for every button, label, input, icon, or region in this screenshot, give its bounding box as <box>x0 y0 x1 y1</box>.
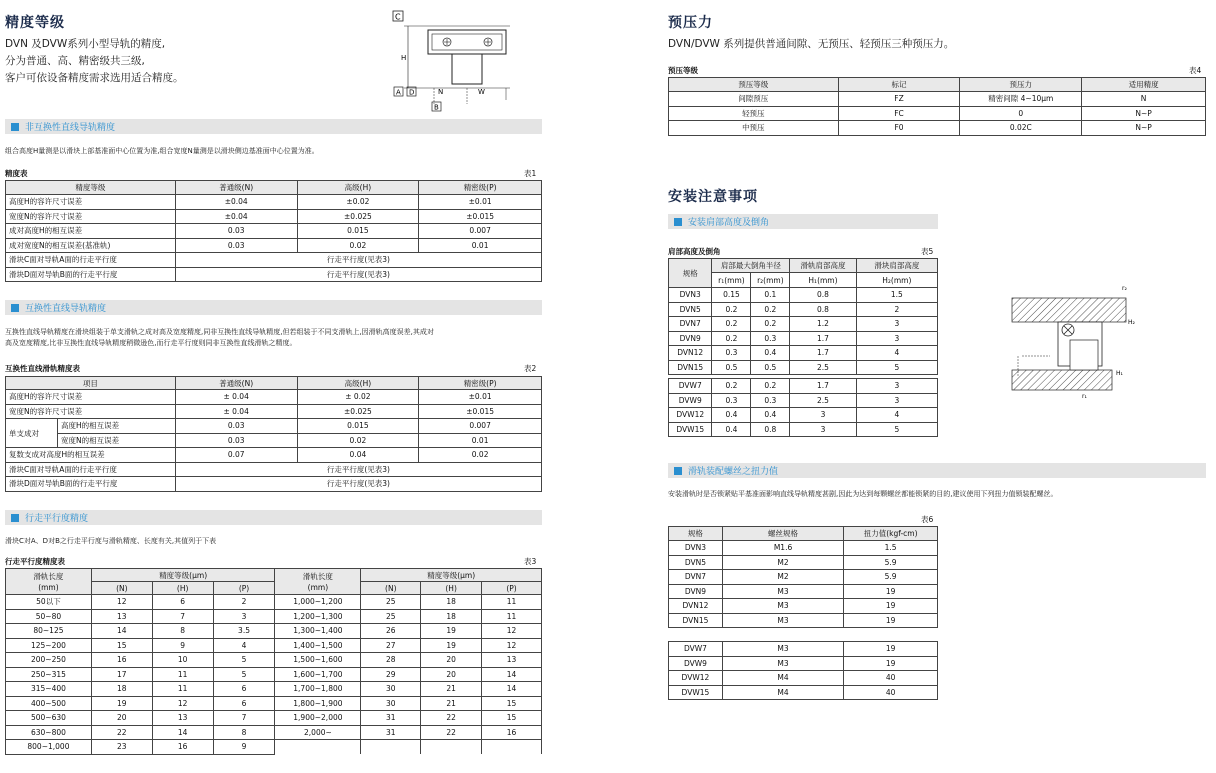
table-cell: M2 <box>722 555 843 570</box>
table-cell: DVN12 <box>669 346 712 361</box>
table-cell: 0.2 <box>751 302 790 317</box>
table-header-row: 项目 普通级(N) 高级(H) 精密级(P) <box>6 377 542 390</box>
section-label: 行走平行度精度 <box>25 514 89 524</box>
table-cell: 0.8 <box>751 422 790 437</box>
table-cell: DVW9 <box>669 656 723 671</box>
intro-line: 客户可依设备精度需求选用适合精度。 <box>5 72 184 84</box>
table-row: 滑块C面对导轨A面的行走平行度 行走平行度(见表3) <box>6 253 542 268</box>
table-cell: DVW7 <box>669 642 723 657</box>
table-5-body-dvn <box>669 288 938 375</box>
table-cell: 19 <box>844 613 938 628</box>
preload-intro: DVN/DVW 系列提供普通间隙、无预压、轻预压三种预压力。 <box>668 38 955 50</box>
label-d: D <box>409 88 415 97</box>
label-h1: H₁ <box>1116 370 1123 377</box>
table-cell: DVN3 <box>669 541 723 556</box>
table-row: 高度H的容许尺寸误差 ± 0.04 ± 0.02 ±0.01 <box>6 390 542 405</box>
table-cell: 16 <box>152 740 213 755</box>
label-b: B <box>434 103 439 112</box>
table-cell: 0.3 <box>712 346 751 361</box>
table-cell: 3 <box>213 609 275 624</box>
table-row <box>6 609 542 624</box>
table-cell: 0.2 <box>712 331 751 346</box>
table-cell: M4 <box>722 685 843 700</box>
table-cell: 14 <box>482 667 542 682</box>
table-cell: 21 <box>421 682 482 697</box>
table-cell: 19 <box>421 624 482 639</box>
section-bar-non-interchangeable <box>5 119 542 134</box>
table-cell: DVW7 <box>669 379 712 394</box>
section-marker <box>11 514 19 522</box>
table-cell: DVW15 <box>669 685 723 700</box>
table-cell: 1,300~1,400 <box>275 624 361 639</box>
table-cell: 0.15 <box>712 288 751 303</box>
table-cell: 5.9 <box>844 555 938 570</box>
table-cell: 9 <box>152 638 213 653</box>
table-row <box>6 667 542 682</box>
label-a: A <box>396 88 401 97</box>
table-cell: M3 <box>722 656 843 671</box>
table-row <box>6 682 542 697</box>
table2-number: 表2 <box>524 364 537 373</box>
table-cell: 27 <box>361 638 421 653</box>
table-cell: 500~630 <box>6 711 92 726</box>
table-cell: 13 <box>152 711 213 726</box>
table-2-interchangeable <box>5 376 542 492</box>
table-cell: 0.5 <box>712 360 751 375</box>
table-cell: 2.5 <box>790 393 856 408</box>
table-cell: 0.8 <box>790 288 856 303</box>
table-cell: 16 <box>91 653 152 668</box>
table-header-row: 滑轨长度 (mm) 精度等级(μm) 滑轨长度 (mm) 精度等级(μm) <box>6 569 542 582</box>
table-cell: 19 <box>91 696 152 711</box>
table-cell: M3 <box>722 599 843 614</box>
intro-line: 分为普通、高、精密级共三级, <box>5 55 145 67</box>
table-row <box>669 302 938 317</box>
precision-intro <box>5 36 184 87</box>
table-row <box>669 541 938 556</box>
table-row <box>669 379 938 394</box>
table-cell: DVN12 <box>669 599 723 614</box>
table1-number: 表1 <box>524 169 537 178</box>
table-5-shoulder <box>668 258 938 437</box>
label-r2: r₂ <box>1122 285 1127 292</box>
table-gap <box>669 628 938 642</box>
table-6-body-dvn <box>669 541 938 628</box>
table4-title: 预压等级 <box>668 66 698 75</box>
table-cell: 50~80 <box>6 609 92 624</box>
table-cell: 50以下 <box>6 595 92 610</box>
section-marker <box>11 123 19 131</box>
table-row <box>6 595 542 610</box>
note-line: 高及宽度精度,比非互换性直线导轨精度稍微逊色,而行走平行度则同非互换性直线滑轨之精度。 <box>5 339 297 347</box>
table-cell: 12 <box>482 624 542 639</box>
table-cell: 2.5 <box>790 360 856 375</box>
table-cell: 7 <box>152 609 213 624</box>
table-row <box>6 740 542 755</box>
sec2-note <box>5 327 545 349</box>
table-cell: 22 <box>421 725 482 740</box>
note-line: 互换性直线导轨精度在滑块组装于单支滑轨之成对高及宽度精度,同非互换性直线导轨精度,但若组装于不同支滑轨上,因滑轨高度误差,其成对 <box>5 328 434 336</box>
table-cell: 6 <box>213 682 275 697</box>
table-row <box>669 599 938 614</box>
table-row <box>669 360 938 375</box>
table-cell: 800~1,000 <box>6 740 92 755</box>
table-row: 滑块D面对导轨B面的行走平行度 行走平行度(见表3) <box>6 477 542 492</box>
table-header-row <box>6 181 542 195</box>
table-row <box>669 613 938 628</box>
install-title: 安装注意事项 <box>668 189 758 205</box>
table-cell: 11 <box>482 595 542 610</box>
table-cell: 18 <box>421 609 482 624</box>
table-cell: 1.2 <box>790 317 856 332</box>
table-cell: 31 <box>361 711 421 726</box>
table-row <box>6 725 542 740</box>
table-cell: 0.2 <box>751 317 790 332</box>
table-cell: 28 <box>361 653 421 668</box>
table-cell: 3 <box>856 331 937 346</box>
table-cell: 15 <box>482 696 542 711</box>
table-row: 高度H的容许尺寸误差 ±0.04 ±0.02 ±0.01 <box>6 195 542 210</box>
table-cell <box>361 740 421 755</box>
table5-title: 肩部高度及倒角 <box>668 247 721 256</box>
table-cell: 80~125 <box>6 624 92 639</box>
sec3-note: 滑块C对A、D对B之行走平行度与滑轨精度、长度有关,其值列于下表 <box>5 537 217 545</box>
table-row <box>669 642 938 657</box>
table-cell: 14 <box>91 624 152 639</box>
table-row: 宽度N的容许尺寸误差 ± 0.04 ±0.025 ±0.015 <box>6 404 542 419</box>
section-bar-interchangeable <box>5 300 542 315</box>
table-cell: 1.7 <box>790 379 856 394</box>
table-cell: 1,000~1,200 <box>275 595 361 610</box>
table-4-preload <box>668 77 1206 136</box>
table-row: 间隙预压 FZ 精密间隙 4~10μm N <box>669 92 1206 107</box>
shoulder-diagram <box>1010 280 1135 400</box>
section-bar-shoulder <box>668 214 938 229</box>
table-cell: 20 <box>91 711 152 726</box>
table-cell: 18 <box>421 595 482 610</box>
table-cell: 19 <box>844 584 938 599</box>
table-cell: DVN7 <box>669 317 712 332</box>
table-cell: 0.2 <box>751 379 790 394</box>
table-cell: 1.5 <box>844 541 938 556</box>
table-cell: DVN7 <box>669 570 723 585</box>
table-cell: 29 <box>361 667 421 682</box>
table-cell: 0.8 <box>790 302 856 317</box>
label-c: C <box>395 12 401 22</box>
table-cell <box>275 740 361 755</box>
table-cell: 1,500~1,600 <box>275 653 361 668</box>
table-cell: 0.5 <box>751 360 790 375</box>
table-row <box>669 288 938 303</box>
table-row <box>669 408 938 423</box>
rail-dimension-diagram <box>390 8 530 116</box>
table-6-body-dvw <box>669 642 938 700</box>
table-cell: 8 <box>213 725 275 740</box>
table-cell: 3 <box>856 317 937 332</box>
table-cell: 200~250 <box>6 653 92 668</box>
table3-number: 表3 <box>524 557 537 566</box>
table-cell: M4 <box>722 671 843 686</box>
table-cell: DVW12 <box>669 671 723 686</box>
table-row <box>6 711 542 726</box>
table-cell: 0.3 <box>712 393 751 408</box>
table-row <box>6 624 542 639</box>
table-cell: 6 <box>213 696 275 711</box>
table-cell: 14 <box>482 682 542 697</box>
table-cell: 22 <box>421 711 482 726</box>
header-cell: 精度等级 <box>6 181 176 195</box>
section-marker <box>674 218 682 226</box>
table3-title: 行走平行度精度表 <box>5 557 65 566</box>
table-cell: DVN5 <box>669 555 723 570</box>
table-cell: 1,600~1,700 <box>275 667 361 682</box>
table-header-row: 预压等级 标记 预压力 适用精度 <box>669 78 1206 92</box>
table-cell: 0.4 <box>712 422 751 437</box>
table-cell: 10 <box>152 653 213 668</box>
table-3-body <box>6 595 542 755</box>
table-cell: 11 <box>482 609 542 624</box>
table-cell: 1,800~1,900 <box>275 696 361 711</box>
table-cell: 11 <box>152 682 213 697</box>
table-cell: 19 <box>844 599 938 614</box>
table-row: 成对高度H的相互误差 0.03 0.015 0.007 <box>6 224 542 239</box>
table-cell: M3 <box>722 584 843 599</box>
table-cell: 4 <box>213 638 275 653</box>
table-cell: DVN15 <box>669 360 712 375</box>
table-cell: M1.6 <box>722 541 843 556</box>
table-cell: 9 <box>213 740 275 755</box>
sec5-note: 安装滑轨时是否锁紧贴平基准面影响直线导轨精度甚剧,因此为达到每颗螺丝都能锁紧的目的,建议使用下列扭力值锁装配螺丝。 <box>668 490 1058 498</box>
table-cell: 25 <box>361 609 421 624</box>
table-cell: 40 <box>844 671 938 686</box>
table-cell: 250~315 <box>6 667 92 682</box>
table-row <box>669 584 938 599</box>
table-cell: 0.3 <box>751 331 790 346</box>
table-cell: 6 <box>152 595 213 610</box>
table-cell: 5 <box>856 360 937 375</box>
table-row <box>669 570 938 585</box>
table-cell: 15 <box>482 711 542 726</box>
table-row <box>669 317 938 332</box>
table-row <box>6 653 542 668</box>
table-cell: 25 <box>361 595 421 610</box>
table6-number: 表6 <box>921 515 934 524</box>
section-label: 安装肩部高度及倒角 <box>688 218 770 228</box>
table-row <box>669 393 938 408</box>
table-cell: 630~800 <box>6 725 92 740</box>
table-row: 滑块D面对导轨B面的行走平行度 行走平行度(见表3) <box>6 267 542 282</box>
table-cell: 3 <box>790 422 856 437</box>
table-5-body-dvw <box>669 379 938 437</box>
table-cell: 0.1 <box>751 288 790 303</box>
table-cell: 5.9 <box>844 570 938 585</box>
table-cell: 0.4 <box>751 346 790 361</box>
table-cell: 3 <box>790 408 856 423</box>
table-cell: 7 <box>213 711 275 726</box>
table-cell: 3 <box>856 379 937 394</box>
table-cell: M2 <box>722 570 843 585</box>
table-cell: 16 <box>482 725 542 740</box>
table-cell: 0.2 <box>712 302 751 317</box>
table-cell: 3.5 <box>213 624 275 639</box>
section-marker <box>11 304 19 312</box>
table-row: 轻预压 FC 0 N~P <box>669 106 1206 121</box>
table-cell: 2 <box>856 302 937 317</box>
section-marker <box>674 467 682 475</box>
table-cell: 22 <box>91 725 152 740</box>
table-row: 成对宽度N的相互误差(基准轨) 0.03 0.02 0.01 <box>6 238 542 253</box>
table-cell: 20 <box>421 667 482 682</box>
table-cell: 4 <box>856 346 937 361</box>
table-cell: 0.4 <box>751 408 790 423</box>
table-cell: 1,400~1,500 <box>275 638 361 653</box>
table-cell: DVN9 <box>669 331 712 346</box>
table-cell: 0.2 <box>712 317 751 332</box>
table-cell: DVN15 <box>669 613 723 628</box>
table-cell: DVW15 <box>669 422 712 437</box>
table5-number: 表5 <box>921 247 934 256</box>
table-cell: 15 <box>91 638 152 653</box>
table-row <box>669 422 938 437</box>
section-bar-torque <box>668 463 1206 478</box>
sec1-note: 组合高度H量测是以滑块上部基准面中心位置为准,组合宽度N量测是以滑块侧边基准面中心位置为准。 <box>5 147 319 155</box>
table-header-row: r₁(mm) r₂(mm) H₁(mm) H₂(mm) <box>669 273 938 288</box>
table-cell: 21 <box>421 696 482 711</box>
table-cell: 17 <box>91 667 152 682</box>
table-cell: 5 <box>856 422 937 437</box>
table-row: 宽度N的相互误差 0.03 0.02 0.01 <box>6 433 542 448</box>
table-cell: 19 <box>844 642 938 657</box>
section-label: 非互换性直线导轨精度 <box>25 123 116 133</box>
table-1-precision <box>5 180 542 282</box>
table-cell: 5 <box>213 667 275 682</box>
table-cell: 5 <box>213 653 275 668</box>
table-cell: 18 <box>91 682 152 697</box>
label-h: H <box>401 54 407 62</box>
table-cell: 40 <box>844 685 938 700</box>
table-cell: 26 <box>361 624 421 639</box>
table-cell: 0.4 <box>712 408 751 423</box>
table-6-torque <box>668 526 938 700</box>
table-cell: 12 <box>152 696 213 711</box>
table-cell: 125~200 <box>6 638 92 653</box>
table-cell: 31 <box>361 725 421 740</box>
table-cell: 3 <box>856 393 937 408</box>
table-row <box>669 656 938 671</box>
section-label: 互换性直线导轨精度 <box>25 304 107 314</box>
table-cell: 30 <box>361 682 421 697</box>
table-row: 宽度N的容许尺寸误差 ±0.04 ±0.025 ±0.015 <box>6 209 542 224</box>
label-r1: r₁ <box>1082 393 1087 400</box>
table-header-row: 规格 螺丝规格 扭力值(kgf-cm) <box>669 527 938 541</box>
table-cell: 4 <box>856 408 937 423</box>
table-cell: DVW9 <box>669 393 712 408</box>
table-row <box>669 346 938 361</box>
table2-title: 互换性直线滑轨精度表 <box>5 364 80 373</box>
table-cell: 13 <box>91 609 152 624</box>
table-cell: DVN3 <box>669 288 712 303</box>
table-cell: 12 <box>91 595 152 610</box>
table-row: 滑块C面对导轨A面的行走平行度 行走平行度(见表3) <box>6 462 542 477</box>
table-cell: 0.3 <box>751 393 790 408</box>
table-row: 复数支成对高度H的相互误差 0.07 0.04 0.02 <box>6 448 542 463</box>
table-cell: 11 <box>152 667 213 682</box>
table-cell: 20 <box>421 653 482 668</box>
table-row <box>669 685 938 700</box>
header-cell: 普通级(N) <box>175 181 297 195</box>
table-cell: DVN5 <box>669 302 712 317</box>
table-cell: 19 <box>421 638 482 653</box>
table-row: 单支成对 高度H的相互误差 0.03 0.015 0.007 <box>6 419 542 434</box>
table-cell: 12 <box>482 638 542 653</box>
table-cell: 400~500 <box>6 696 92 711</box>
preload-title: 预压力 <box>668 15 713 31</box>
table-cell: 14 <box>152 725 213 740</box>
table-3-parallelism <box>5 568 542 755</box>
table-row <box>669 671 938 686</box>
table-header-row: (N) (H) (P) (N) (H) (P) <box>6 582 542 595</box>
table4-number: 表4 <box>1189 66 1202 75</box>
section-bar-parallelism <box>5 510 542 525</box>
label-w: W <box>478 88 485 96</box>
table-cell: 8 <box>152 624 213 639</box>
table-cell: 30 <box>361 696 421 711</box>
table-cell: 13 <box>482 653 542 668</box>
table-cell: 19 <box>844 656 938 671</box>
table-row <box>669 555 938 570</box>
table-row: 中预压 F0 0.02C N~P <box>669 121 1206 136</box>
table-row <box>6 696 542 711</box>
table-cell: 1,700~1,800 <box>275 682 361 697</box>
header-cell: 高级(H) <box>297 181 419 195</box>
table-row <box>6 638 542 653</box>
table-cell: 2 <box>213 595 275 610</box>
table-cell: 1.7 <box>790 346 856 361</box>
precision-title: 精度等级 <box>5 15 65 31</box>
table-cell: 1,200~1,300 <box>275 609 361 624</box>
table-cell: 2,000~ <box>275 725 361 740</box>
table-row <box>669 331 938 346</box>
table-header-row: 规格 肩部最大倒角半径 滑轨肩部高度 滑块肩部高度 <box>669 259 938 273</box>
table1-title: 精度表 <box>5 169 28 178</box>
table-cell: 315~400 <box>6 682 92 697</box>
table-cell <box>482 740 542 755</box>
table-cell: 23 <box>91 740 152 755</box>
intro-line: DVN 及DVW系列小型导轨的精度, <box>5 38 166 50</box>
table-cell: 1.7 <box>790 331 856 346</box>
table-cell: M3 <box>722 613 843 628</box>
label-n: N <box>438 88 444 96</box>
table-cell: M3 <box>722 642 843 657</box>
table-cell: 1.5 <box>856 288 937 303</box>
table-cell: 0.2 <box>712 379 751 394</box>
table-cell: 1,900~2,000 <box>275 711 361 726</box>
header-cell: 精密级(P) <box>419 181 542 195</box>
table-cell: DVW12 <box>669 408 712 423</box>
table-cell <box>421 740 482 755</box>
table-cell: DVN9 <box>669 584 723 599</box>
section-label: 滑轨装配螺丝之扭力值 <box>688 467 779 477</box>
label-h2: H₂ <box>1128 319 1135 326</box>
